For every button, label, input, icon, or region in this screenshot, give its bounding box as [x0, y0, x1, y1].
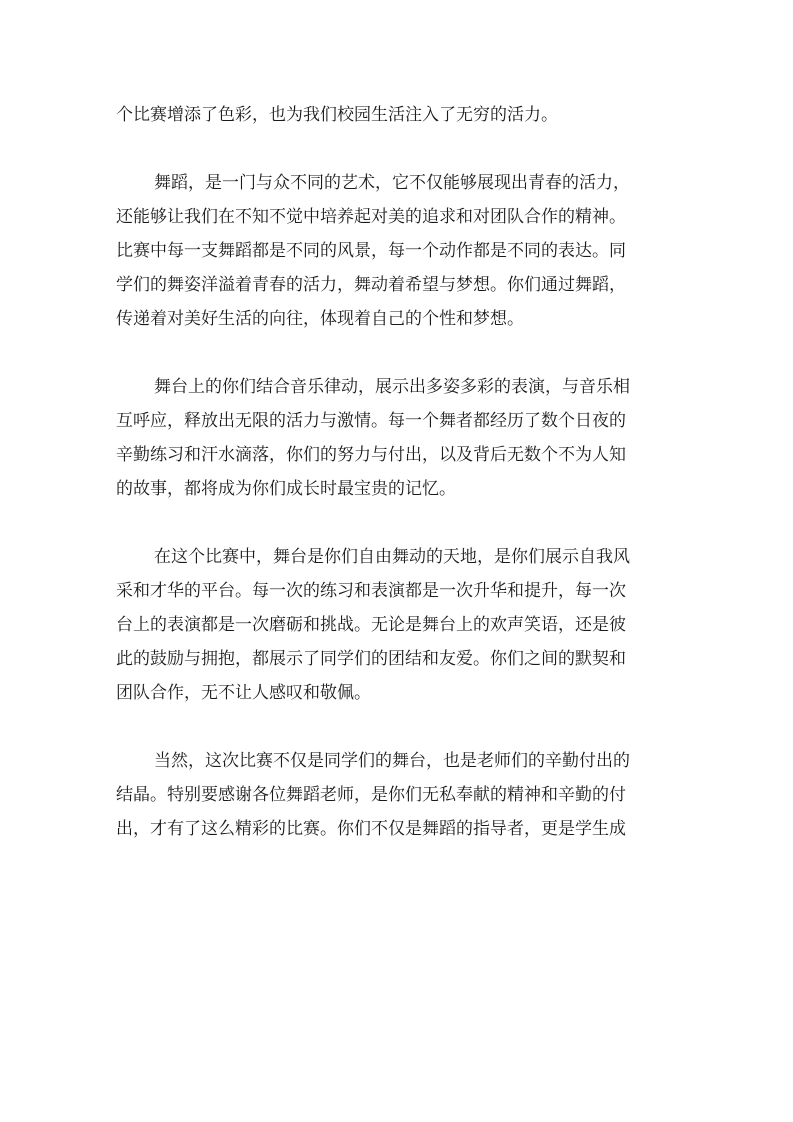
paragraph-line: 结晶。特别要感谢各位舞蹈老师，是你们无私奉献的精神和辛勤的付: [116, 785, 626, 805]
paragraph-3: [116, 370, 682, 506]
paragraph-line: 辛勤练习和汗水滴落，你们的努力与付出，以及背后无数个不为人知: [116, 445, 626, 465]
paragraph-line: 学们的舞姿洋溢着青春的活力，舞动着希望与梦想。你们通过舞蹈，: [116, 275, 626, 295]
paragraph-line: 舞蹈，是一门与众不同的艺术，它不仅能够展现出青春的活力，: [154, 173, 630, 193]
paragraph-line: 当然，这次比赛不仅是同学们的舞台，也是老师们的辛勤付出的: [154, 751, 630, 771]
paragraph-line: 的故事，都将成为你们成长时最宝贵的记忆。: [116, 479, 456, 499]
paragraph-line: 此的鼓励与拥抱，都展示了同学们的团结和友爱。你们之间的默契和: [116, 649, 626, 669]
paragraph-line: 在这个比赛中，舞台是你们自由舞动的天地，是你们展示自我风: [154, 547, 630, 567]
paragraph-4: [116, 540, 682, 710]
paragraph-line: 互呼应，释放出无限的活力与激情。每一个舞者都经历了数个日夜的: [116, 411, 626, 431]
paragraph-line: 台上的表演都是一次磨砺和挑战。无论是舞台上的欢声笑语，还是彼: [116, 615, 626, 635]
paragraph-1: [116, 98, 682, 132]
paragraph-2: [116, 166, 682, 336]
paragraph-line: 个比赛增添了色彩，也为我们校园生活注入了无穷的活力。: [116, 105, 558, 125]
paragraph-line: 舞台上的你们结合音乐律动，展示出多姿多彩的表演，与音乐相: [154, 377, 630, 397]
paragraph-line: 传递着对美好生活的向往，体现着自己的个性和梦想。: [116, 309, 524, 329]
paragraph-line: 比赛中每一支舞蹈都是不同的风景，每一个动作都是不同的表达。同: [116, 241, 626, 261]
document-body: [116, 98, 682, 846]
paragraph-line: 还能够让我们在不知不觉中培养起对美的追求和对团队合作的精神。: [116, 207, 626, 227]
paragraph-line: 采和才华的平台。每一次的练习和表演都是一次升华和提升，每一次: [116, 581, 626, 601]
paragraph-5: [116, 744, 682, 846]
paragraph-line: 出，才有了这么精彩的比赛。你们不仅是舞蹈的指导者，更是学生成: [116, 819, 626, 839]
paragraph-line: 团队合作，无不让人感叹和敬佩。: [116, 683, 371, 703]
